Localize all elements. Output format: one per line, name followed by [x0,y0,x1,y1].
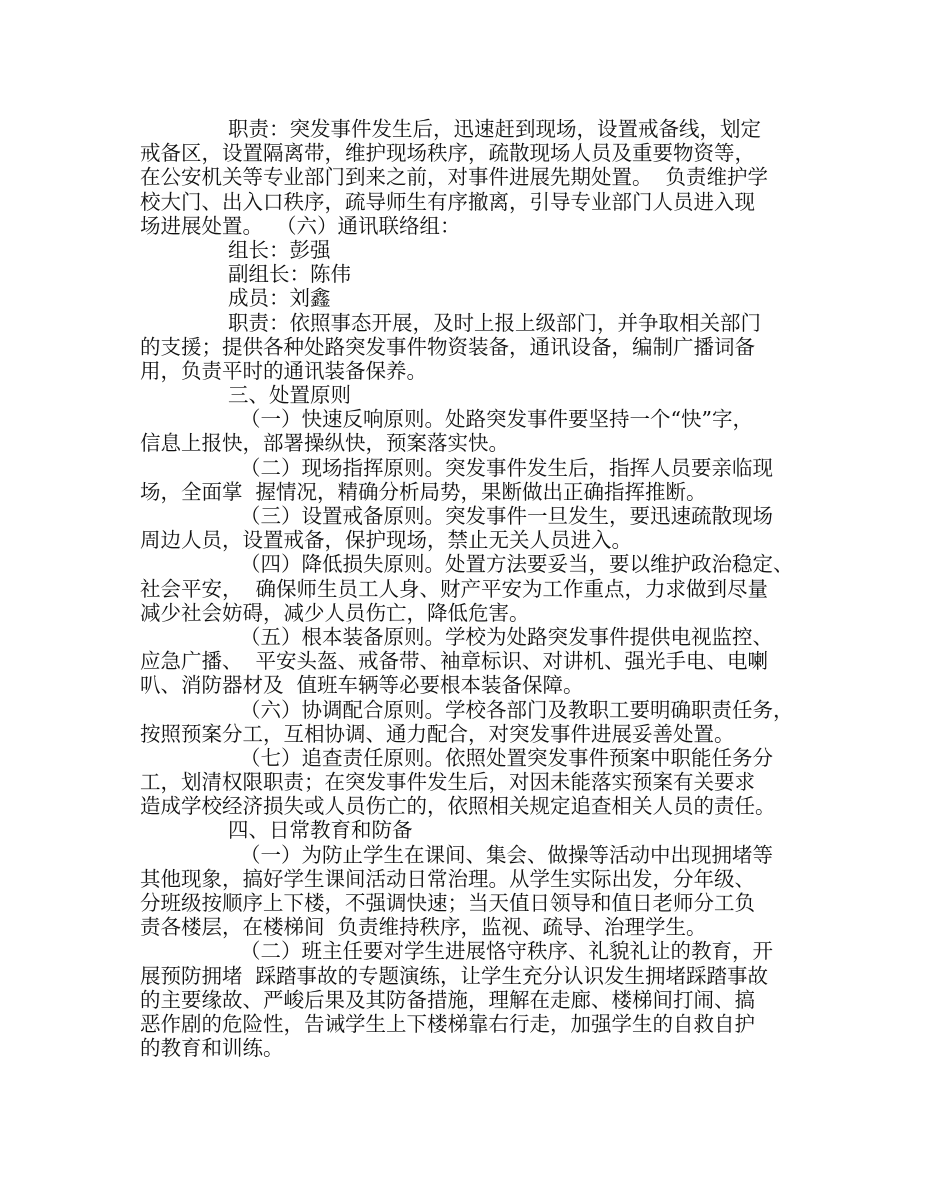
text-line: 职责：突发事件发生后，迅速赶到现场，设置戒备线，划定 [228,117,761,141]
text-line: 造成学校经济损失或人员伤亡的，依照相关规定追查相关人员的责任。 [140,794,776,819]
text-line: （六）协调配合原则。学校各部门及教职工要明确职责任务， [240,697,794,722]
text-line: 成员：刘鑫 [228,286,331,311]
text-line: 周边人员，设置戒备，保护现场，禁止无关人员进入。 [140,528,632,553]
text-line: 责各楼层，在楼梯间 负责维持秩序，监视、疏导、治理学生。 [140,915,707,940]
text-line: 工，划清权限职责；在突发事件发生后，对因未能落实预案有关要求 [140,770,755,795]
text-line: 场，全面掌 握情况，精确分析局势，果断做出正确指挥推断。 [140,479,707,504]
text-line: 职责：依照事态开展，及时上报上级部门，并争取相关部门 [228,310,761,335]
text-line: （二）班主任要对学生进展恪守秩序、礼貌礼让的教育，开 [240,939,773,964]
text-line: 的教育和训练。 [140,1036,284,1061]
text-line: （七）追查责任原则。依照处置突发事件预案中职能任务分 [240,745,773,770]
text-line: 叭、消防器材及 值班车辆等必要根本装备保障。 [140,673,584,698]
text-line: 在公安机关等专业部门到来之前，对事件进展先期处置。 负责维护学 [140,165,769,190]
text-line: 戒备区，设置隔离带，维护现场秩序，疏散现场人员及重要物资等， [140,141,755,166]
text-line: 场进展处置。 （六）通讯联络组： [140,213,461,238]
text-line: （一）快速反响原则。处路突发事件要坚持一个“快”字， [240,407,753,432]
text-line: 的支援；提供各种处路突发事件物资装备，通讯设备，编制广播词备 [140,334,755,359]
text-line: 的主要缘故、严峻后果及其防备措施，理解在走廊、楼梯间打闹、搞 [140,987,755,1012]
text-line: （二）现场指挥原则。突发事件发生后，指挥人员要亲临现 [240,455,773,480]
text-line: （一）为防止学生在课间、集会、做操等活动中出现拥堵等 [240,842,773,867]
text-line: 组长：彭强 [228,237,331,262]
text-line: 按照预案分工，互相协调、通力配合，对突发事件进展妥善处置。 [140,721,735,746]
text-line: 展预防拥堵 踩踏事故的专题演练，让学生充分认识发生拥堵踩踏事故 [140,963,769,988]
text-line: 应急广播、 平安头盔、戒备带、袖章标识、对讲机、强光手电、电喇 [140,649,769,674]
text-line: 信息上报快，部署操纵快，预案落实快。 [140,431,509,456]
text-line: 三、处置原则 [228,383,351,408]
text-line: （四）降低损失原则。处置方法要妥当，要以维护政治稳定、 [240,552,794,577]
text-line: （五）根本装备原则。学校为处路突发事件提供电视监控、 [240,624,773,649]
text-line: （三）设置戒备原则。突发事件一旦发生，要迅速疏散现场 [240,504,773,528]
text-line: 其他现象，搞好学生课间活动日常治理。从学生实际出发，分年级、 [140,866,755,891]
text-line: 恶作剧的危险性，告诫学生上下楼梯靠右行走，加强学生的自救自护 [140,1011,755,1036]
text-line: 用，负责平时的通讯装备保养。 [140,358,427,383]
text-line: 分班级按顺序上下楼，不强调快速；当天值日领导和值日老师分工负 [140,891,755,915]
text-line: 社会平安， 确保师生员工人身、财产平安为工作重点，力求做到尽量 [140,576,769,601]
text-line: 减少社会妨碍，减少人员伤亡，降低危害。 [140,600,530,625]
document-body [140,117,830,1060]
text-line: 四、日常教育和防备 [228,818,413,843]
text-line: 副组长：陈伟 [228,262,351,287]
text-line: 校大门、出入口秩序，疏导师生有序撤离，引导专业部门人员进入现 [140,189,755,214]
